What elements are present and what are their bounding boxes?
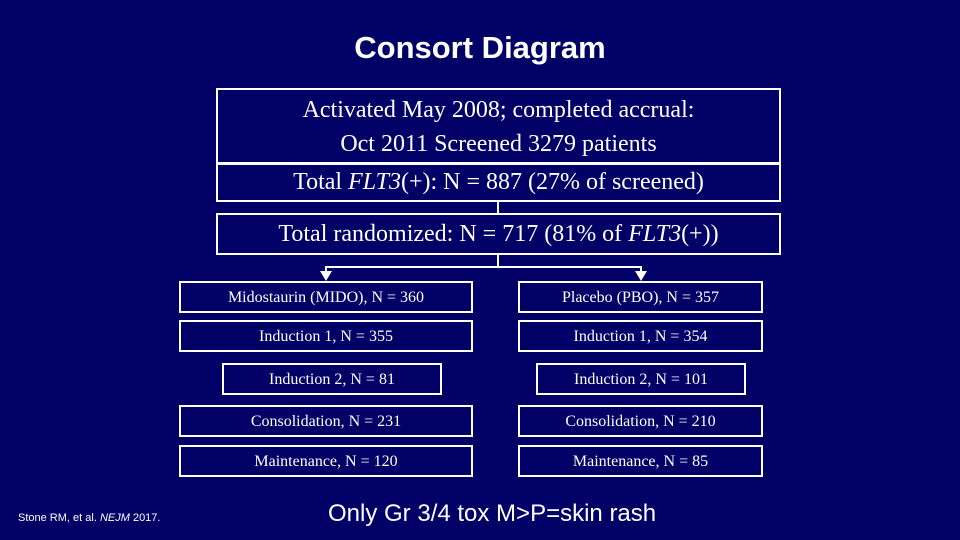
randomized-suffix: (+)) [681, 221, 719, 247]
total-flt3-suffix: (+): N = 887 (27% of screened) [400, 169, 704, 195]
connector-branch-horizontal [325, 266, 642, 268]
pbo-maintenance-box: Maintenance, N = 85 [518, 445, 763, 477]
pbo-induction2-box: Induction 2, N = 101 [536, 363, 746, 395]
mido-maintenance-box: Maintenance, N = 120 [179, 445, 473, 477]
randomized-prefix: Total randomized: N = 717 (81% of [278, 221, 629, 247]
connector-screening-randomized [497, 202, 499, 213]
pbo-induction1-box: Induction 1, N = 354 [518, 320, 763, 352]
total-flt3-prefix: Total [293, 169, 349, 195]
citation [18, 512, 160, 524]
mido-consolidation-box: Consolidation, N = 231 [179, 405, 473, 437]
citation-prefix: Stone RM, et al. [18, 512, 100, 524]
arrow-down-icon [320, 271, 332, 281]
total-flt3-box [216, 163, 781, 202]
mido-induction1-box: Induction 1, N = 355 [179, 320, 473, 352]
mido-induction2-box: Induction 2, N = 81 [222, 363, 442, 395]
screening-line1: Activated May 2008; completed accrual: [302, 97, 695, 123]
slide-title: Consort Diagram [354, 30, 606, 65]
pbo-header-box: Placebo (PBO), N = 357 [518, 281, 763, 313]
citation-suffix: 2017. [129, 512, 161, 524]
screening-box [216, 88, 781, 164]
arrow-down-icon [635, 271, 647, 281]
screening-line2: Oct 2011 Screened 3279 patients [340, 131, 657, 157]
citation-journal: NEJM [99, 512, 130, 524]
randomized-gene: FLT3 [628, 221, 682, 247]
randomized-box [216, 213, 781, 255]
footnote: Only Gr 3/4 tox M>P=skin rash [328, 500, 657, 527]
total-flt3-gene: FLT3 [348, 169, 401, 195]
pbo-consolidation-box: Consolidation, N = 210 [518, 405, 763, 437]
mido-header-box: Midostaurin (MIDO), N = 360 [179, 281, 473, 313]
